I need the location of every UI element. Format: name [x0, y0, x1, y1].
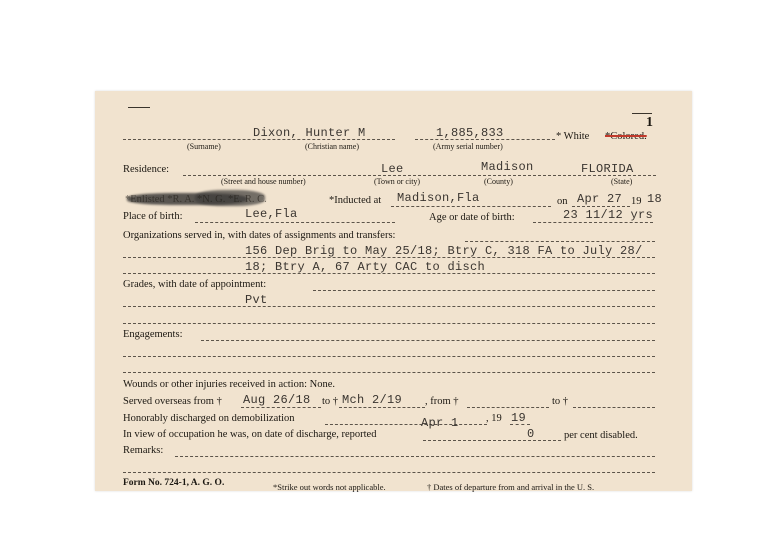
caption-state: (State) — [611, 177, 633, 186]
discharge-line — [325, 424, 487, 425]
disability-percent: 0 — [527, 427, 535, 441]
disability-suffix: per cent disabled. — [564, 430, 638, 441]
disability-line — [423, 440, 561, 441]
caption-street: (Street and house number) — [221, 177, 306, 186]
overseas-from-line — [241, 407, 321, 408]
age-label: Age or date of birth: — [429, 212, 515, 223]
dates-note: † Dates of departure from and arrival in the U. S. — [427, 482, 595, 492]
organizations-entry-1: 156 Dep Brig to May 25/18; Btry C, 318 FA to July 28/ — [245, 244, 643, 258]
overseas-to2-label: to † — [552, 396, 569, 407]
inducted-date-line — [572, 206, 630, 207]
residence-state: FLORIDA — [581, 162, 634, 176]
engagements-line-1 — [123, 356, 655, 357]
overseas-to-date: Mch 2/19 — [342, 393, 403, 407]
place-of-birth: Lee,Fla — [245, 207, 298, 221]
engagements-line-2 — [123, 372, 655, 373]
overseas-to-line — [339, 407, 425, 408]
overseas-from2-label: , from † — [425, 396, 459, 407]
grades-line-2 — [123, 323, 655, 324]
strike-out-note: *Strike out words not applicable. — [273, 482, 386, 492]
remarks-label: Remarks: — [123, 445, 164, 456]
discharge-year-prefix: , 19 — [486, 413, 502, 424]
inducted-year: 18 — [647, 192, 663, 206]
remarks-line-0 — [175, 456, 655, 457]
residence-town: Lee — [381, 162, 404, 176]
discharge-date: Apr 1 — [421, 416, 459, 430]
age-value: 23 11/12 yrs — [563, 208, 654, 222]
top-left-rule — [128, 107, 150, 108]
remarks-line-1 — [123, 472, 655, 473]
grades-label: Grades, with date of appointment: — [123, 279, 267, 290]
residence-county: Madison — [481, 160, 534, 174]
caption-county: (County) — [484, 177, 513, 186]
caption-town: (Town or city) — [374, 177, 421, 186]
grades-line-0 — [313, 290, 655, 291]
discharge-year: 19 — [511, 411, 527, 425]
on-label: on — [557, 196, 568, 207]
engagements-line-0 — [201, 340, 655, 341]
inducted-line — [391, 206, 551, 207]
discharge-label: Honorably discharged on demobilization — [123, 413, 295, 424]
overseas-from2-line — [467, 407, 549, 408]
organizations-line-0 — [465, 241, 655, 242]
place-of-birth-line — [195, 222, 395, 223]
wounds-label: Wounds or other injuries received in action: None. — [123, 379, 336, 390]
caption-surname: (Surname) — [187, 142, 221, 151]
organizations-label: Organizations served in, with dates of assignments and transfers: — [123, 230, 396, 241]
engagements-label: Engagements: — [123, 329, 183, 340]
organizations-entry-2: 18; Btry A, 67 Arty CAC to disch — [245, 260, 486, 274]
inducted-year-prefix: 19 — [631, 196, 642, 207]
race-colored-option: *Colored. — [605, 131, 647, 142]
overseas-from-date: Aug 26/18 — [243, 393, 311, 407]
age-line — [533, 222, 653, 223]
army-serial-number: 1,885,833 — [436, 126, 504, 140]
caption-army-serial: (Army serial number) — [433, 142, 503, 151]
place-of-birth-label: Place of birth: — [123, 211, 183, 222]
soldier-name: Dixon, Hunter M — [253, 126, 366, 140]
enlisted-options: *Enlisted *R. A. *N. G. *E. R. C. — [125, 194, 267, 205]
caption-christian-name: (Christian name) — [305, 142, 359, 151]
inducted-place: Madison,Fla — [397, 191, 480, 205]
grades-line-1 — [123, 306, 655, 307]
overseas-label: Served overseas from † — [123, 396, 222, 407]
race-white-option: * White — [556, 131, 590, 142]
form-number: Form No. 724-1, A. G. O. — [123, 478, 225, 488]
serial-line — [415, 139, 555, 140]
inducted-date: Apr 27 — [577, 192, 623, 206]
inducted-label: *Inducted at — [329, 195, 382, 206]
service-record-card — [95, 91, 692, 491]
disability-label: In view of occupation he was, on date of discharge, reported — [123, 429, 377, 440]
overseas-to2-line — [573, 407, 655, 408]
card-number: 1 — [646, 115, 653, 130]
card-number-rule — [632, 113, 652, 114]
overseas-to-label: to † — [322, 396, 339, 407]
residence-label: Residence: — [123, 164, 170, 175]
grade-value: Pvt — [245, 293, 268, 307]
